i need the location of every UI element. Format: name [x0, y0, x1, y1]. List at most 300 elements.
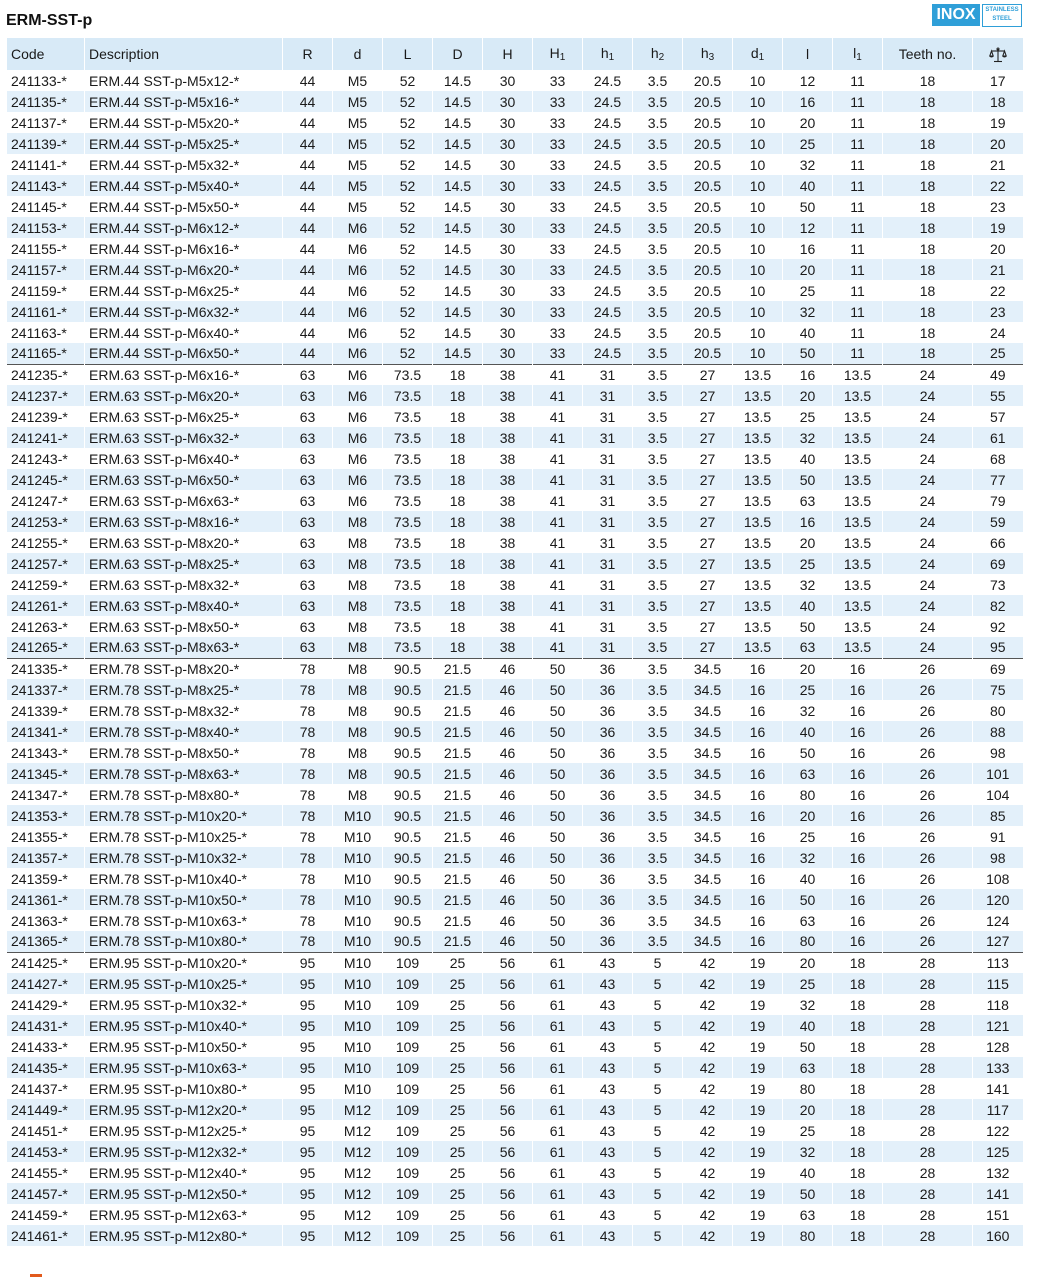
cell-d: M5: [333, 175, 383, 196]
cell-r: 78: [283, 910, 333, 931]
cell-weight: 80: [973, 700, 1023, 721]
cell-h1: 36: [583, 847, 633, 868]
cell-h: 56: [483, 1225, 533, 1246]
cell-h: 46: [483, 742, 533, 763]
cell-h2: 5: [633, 1078, 683, 1099]
cell-weight: 21: [973, 259, 1023, 280]
cell-d1: 19: [733, 1057, 783, 1078]
cell-l: 20: [783, 805, 833, 826]
cell-r: 63: [283, 511, 333, 532]
cell-h2: 3.5: [633, 721, 683, 742]
cell-code: 241261-*: [7, 595, 85, 616]
table-row: [7, 595, 1023, 616]
cell-h3: 42: [683, 1078, 733, 1099]
cell-l: 40: [783, 322, 833, 343]
cell-h1: 43: [583, 994, 633, 1015]
table-row: [7, 511, 1023, 532]
cell-d: 25: [433, 1078, 483, 1099]
cell-h3: 34.5: [683, 742, 733, 763]
cell-h3: 20.5: [683, 301, 733, 322]
cell-h1: 36: [583, 931, 633, 952]
cell-l: 73.5: [383, 448, 433, 469]
cell-r: 63: [283, 574, 333, 595]
cell-h: 56: [483, 1099, 533, 1120]
cell-h1: 41: [533, 553, 583, 574]
cell-h1: 36: [583, 910, 633, 931]
cell-h2: 3.5: [633, 154, 683, 175]
cell-l: 25: [783, 826, 833, 847]
cell-d: M5: [333, 196, 383, 217]
column-header-label: l: [853, 45, 857, 61]
cell-l: 16: [783, 364, 833, 385]
cell-weight: 125: [973, 1141, 1023, 1162]
column-header-label: h: [600, 45, 609, 61]
cell-d: 18: [433, 490, 483, 511]
footer-accent-mark: [30, 1274, 42, 1277]
cell-h1: 33: [533, 217, 583, 238]
cell-h: 30: [483, 91, 533, 112]
table-row: [7, 532, 1023, 553]
cell-r: 95: [283, 1225, 333, 1246]
cell-l1: 13.5: [833, 448, 883, 469]
cell-d: 18: [433, 448, 483, 469]
cell-h1: 33: [533, 280, 583, 301]
inox-badge-sublabel: [982, 4, 1022, 27]
cell-l: 90.5: [383, 679, 433, 700]
cell-weight: 127: [973, 931, 1023, 952]
cell-teeth: 28: [883, 994, 973, 1015]
cell-l1: 18: [833, 1120, 883, 1141]
cell-h3: 27: [683, 532, 733, 553]
cell-l1: 11: [833, 343, 883, 364]
cell-l: 90.5: [383, 910, 433, 931]
cell-h: 38: [483, 637, 533, 658]
cell-weight: 141: [973, 1183, 1023, 1204]
cell-h3: 34.5: [683, 847, 733, 868]
cell-h1: 43: [583, 1120, 633, 1141]
cell-h2: 3.5: [633, 826, 683, 847]
cell-d: M10: [333, 931, 383, 952]
cell-l1: 13.5: [833, 637, 883, 658]
cell-h1: 33: [533, 133, 583, 154]
cell-l: 40: [783, 448, 833, 469]
cell-teeth: 18: [883, 154, 973, 175]
table-row: [7, 742, 1023, 763]
weight-scale-icon: [989, 47, 1007, 63]
cell-h1: 61: [533, 1120, 583, 1141]
cell-h: 46: [483, 763, 533, 784]
cell-h3: 20.5: [683, 175, 733, 196]
cell-h1: 50: [533, 721, 583, 742]
cell-l: 73.5: [383, 637, 433, 658]
cell-desc: ERM.63 SST-p-M6x25-*: [85, 406, 283, 427]
cell-l: 73.5: [383, 364, 433, 385]
cell-l1: 16: [833, 763, 883, 784]
cell-d: M10: [333, 889, 383, 910]
cell-d1: 16: [733, 763, 783, 784]
cell-l1: 11: [833, 322, 883, 343]
cell-d: M6: [333, 406, 383, 427]
cell-d1: 10: [733, 70, 783, 91]
cell-r: 78: [283, 805, 333, 826]
cell-h3: 27: [683, 616, 733, 637]
cell-l: 109: [383, 1183, 433, 1204]
cell-h3: 42: [683, 1036, 733, 1057]
cell-d: M6: [333, 469, 383, 490]
cell-d: M8: [333, 637, 383, 658]
cell-h2: 3.5: [633, 511, 683, 532]
cell-d: 14.5: [433, 280, 483, 301]
cell-h: 46: [483, 721, 533, 742]
cell-teeth: 24: [883, 532, 973, 553]
cell-h2: 3.5: [633, 847, 683, 868]
cell-l1: 13.5: [833, 574, 883, 595]
cell-h2: 5: [633, 1183, 683, 1204]
cell-h3: 27: [683, 553, 733, 574]
cell-desc: ERM.78 SST-p-M10x32-*: [85, 847, 283, 868]
cell-r: 78: [283, 826, 333, 847]
cell-l: 20: [783, 952, 833, 973]
cell-d: M6: [333, 238, 383, 259]
cell-l: 52: [383, 112, 433, 133]
cell-h1: 50: [533, 784, 583, 805]
table-row: [7, 805, 1023, 826]
table-row: [7, 721, 1023, 742]
cell-h: 38: [483, 469, 533, 490]
cell-d: M8: [333, 658, 383, 679]
cell-desc: ERM.95 SST-p-M12x20-*: [85, 1099, 283, 1120]
cell-l: 52: [383, 238, 433, 259]
cell-teeth: 28: [883, 1162, 973, 1183]
cell-h: 46: [483, 931, 533, 952]
cell-l1: 18: [833, 1057, 883, 1078]
cell-code: 241459-*: [7, 1204, 85, 1225]
cell-h3: 27: [683, 574, 733, 595]
cell-d1: 13.5: [733, 448, 783, 469]
cell-d1: 13.5: [733, 595, 783, 616]
cell-teeth: 26: [883, 889, 973, 910]
cell-d: 25: [433, 952, 483, 973]
cell-code: 241433-*: [7, 1036, 85, 1057]
cell-desc: ERM.63 SST-p-M8x40-*: [85, 595, 283, 616]
cell-weight: 57: [973, 406, 1023, 427]
column-header-subscript: 1: [608, 52, 615, 63]
cell-d1: 19: [733, 952, 783, 973]
cell-d1: 16: [733, 658, 783, 679]
cell-h1: 24.5: [583, 196, 633, 217]
cell-h: 30: [483, 301, 533, 322]
cell-d1: 13.5: [733, 490, 783, 511]
cell-d: M6: [333, 301, 383, 322]
cell-d: 21.5: [433, 742, 483, 763]
cell-teeth: 28: [883, 1036, 973, 1057]
cell-h1: 50: [533, 847, 583, 868]
cell-code: 241257-*: [7, 553, 85, 574]
cell-d: M6: [333, 322, 383, 343]
cell-h2: 3.5: [633, 112, 683, 133]
cell-code: 241425-*: [7, 952, 85, 973]
cell-h3: 20.5: [683, 196, 733, 217]
cell-l1: 13.5: [833, 532, 883, 553]
cell-h: 30: [483, 133, 533, 154]
cell-h1: 41: [533, 574, 583, 595]
cell-l1: 13.5: [833, 427, 883, 448]
cell-l1: 16: [833, 721, 883, 742]
cell-l1: 11: [833, 154, 883, 175]
cell-h1: 43: [583, 952, 633, 973]
cell-d: 21.5: [433, 784, 483, 805]
cell-l: 20: [783, 1099, 833, 1120]
cell-h2: 3.5: [633, 196, 683, 217]
cell-d: M8: [333, 679, 383, 700]
table-row: [7, 994, 1023, 1015]
cell-h2: 3.5: [633, 490, 683, 511]
cell-weight: 120: [973, 889, 1023, 910]
cell-r: 95: [283, 994, 333, 1015]
cell-l: 20: [783, 259, 833, 280]
column-header-label: d: [750, 45, 759, 61]
cell-teeth: 18: [883, 70, 973, 91]
cell-r: 78: [283, 868, 333, 889]
cell-h3: 34.5: [683, 721, 733, 742]
cell-d: M5: [333, 154, 383, 175]
cell-d1: 19: [733, 1225, 783, 1246]
cell-r: 44: [283, 343, 333, 364]
cell-l: 90.5: [383, 847, 433, 868]
column-header-desc: [85, 38, 283, 70]
cell-teeth: 26: [883, 868, 973, 889]
cell-h1: 41: [533, 511, 583, 532]
cell-d: 14.5: [433, 91, 483, 112]
cell-l1: 13.5: [833, 406, 883, 427]
column-header-code: [7, 38, 85, 70]
cell-l1: 18: [833, 952, 883, 973]
cell-code: 241427-*: [7, 973, 85, 994]
inox-badge: [932, 4, 1022, 26]
cell-d1: 10: [733, 301, 783, 322]
cell-d: M10: [333, 1078, 383, 1099]
cell-weight: 117: [973, 1099, 1023, 1120]
cell-d: M10: [333, 1015, 383, 1036]
cell-d: M5: [333, 91, 383, 112]
column-header-h1: [583, 38, 633, 70]
cell-d1: 19: [733, 1162, 783, 1183]
cell-l: 40: [783, 721, 833, 742]
cell-code: 241137-*: [7, 112, 85, 133]
column-header-label: H: [549, 45, 560, 61]
table-row: [7, 238, 1023, 259]
cell-r: 63: [283, 637, 333, 658]
table-row: [7, 1141, 1023, 1162]
cell-l1: 11: [833, 301, 883, 322]
cell-r: 44: [283, 259, 333, 280]
cell-r: 95: [283, 1099, 333, 1120]
cell-l: 40: [783, 1015, 833, 1036]
cell-l1: 11: [833, 133, 883, 154]
cell-h: 30: [483, 70, 533, 91]
cell-l: 109: [383, 1015, 433, 1036]
cell-desc: ERM.78 SST-p-M8x25-*: [85, 679, 283, 700]
cell-l1: 13.5: [833, 364, 883, 385]
cell-teeth: 24: [883, 385, 973, 406]
cell-weight: 104: [973, 784, 1023, 805]
cell-d1: 16: [733, 868, 783, 889]
cell-l: 80: [783, 784, 833, 805]
cell-d: M10: [333, 868, 383, 889]
cell-h: 38: [483, 364, 533, 385]
cell-d: M10: [333, 847, 383, 868]
cell-d: M8: [333, 721, 383, 742]
cell-d: 18: [433, 511, 483, 532]
cell-l: 50: [783, 469, 833, 490]
cell-l: 73.5: [383, 616, 433, 637]
cell-r: 63: [283, 427, 333, 448]
cell-r: 44: [283, 217, 333, 238]
cell-h2: 3.5: [633, 91, 683, 112]
cell-desc: ERM.63 SST-p-M8x16-*: [85, 511, 283, 532]
cell-h2: 3.5: [633, 406, 683, 427]
cell-weight: 77: [973, 469, 1023, 490]
cell-h1: 43: [583, 1015, 633, 1036]
cell-teeth: 18: [883, 217, 973, 238]
cell-teeth: 24: [883, 469, 973, 490]
cell-teeth: 18: [883, 91, 973, 112]
cell-r: 44: [283, 91, 333, 112]
cell-teeth: 24: [883, 490, 973, 511]
cell-d1: 13.5: [733, 532, 783, 553]
cell-h3: 27: [683, 364, 733, 385]
cell-h1: 41: [533, 364, 583, 385]
table-row: [7, 889, 1023, 910]
cell-desc: ERM.63 SST-p-M8x32-*: [85, 574, 283, 595]
cell-code: 241235-*: [7, 364, 85, 385]
cell-h3: 20.5: [683, 280, 733, 301]
cell-h1: 43: [583, 1204, 633, 1225]
table-row: [7, 952, 1023, 973]
cell-weight: 133: [973, 1057, 1023, 1078]
cell-l1: 18: [833, 1099, 883, 1120]
table-row: [7, 1099, 1023, 1120]
cell-h1: 31: [583, 574, 633, 595]
cell-h3: 27: [683, 448, 733, 469]
cell-h3: 20.5: [683, 112, 733, 133]
cell-h1: 36: [583, 700, 633, 721]
cell-l: 16: [783, 511, 833, 532]
cell-l: 109: [383, 1036, 433, 1057]
table-row: [7, 847, 1023, 868]
table-row: [7, 973, 1023, 994]
column-header-label: Teeth no.: [898, 46, 957, 62]
cell-l: 73.5: [383, 427, 433, 448]
cell-h3: 27: [683, 469, 733, 490]
cell-l1: 16: [833, 805, 883, 826]
cell-teeth: 24: [883, 595, 973, 616]
cell-h1: 36: [583, 721, 633, 742]
cell-l: 80: [783, 1078, 833, 1099]
cell-h1: 31: [583, 511, 633, 532]
cell-d: 18: [433, 553, 483, 574]
cell-h1: 31: [583, 616, 633, 637]
cell-d: M6: [333, 280, 383, 301]
cell-d: 21.5: [433, 868, 483, 889]
cell-d: 25: [433, 1120, 483, 1141]
cell-l: 32: [783, 154, 833, 175]
cell-h2: 3.5: [633, 343, 683, 364]
cell-teeth: 28: [883, 1204, 973, 1225]
cell-h1: 36: [583, 868, 633, 889]
cell-teeth: 26: [883, 658, 973, 679]
cell-code: 241337-*: [7, 679, 85, 700]
table-row: [7, 700, 1023, 721]
cell-desc: ERM.78 SST-p-M10x40-*: [85, 868, 283, 889]
cell-teeth: 26: [883, 826, 973, 847]
cell-h1: 50: [533, 889, 583, 910]
table-header-row: [7, 38, 1023, 70]
cell-h3: 42: [683, 1141, 733, 1162]
cell-teeth: 24: [883, 637, 973, 658]
cell-h1: 33: [533, 112, 583, 133]
cell-d: M6: [333, 217, 383, 238]
cell-weight: 85: [973, 805, 1023, 826]
cell-l: 20: [783, 532, 833, 553]
cell-r: 95: [283, 1141, 333, 1162]
cell-h1: 61: [533, 994, 583, 1015]
cell-code: 241339-*: [7, 700, 85, 721]
cell-h: 30: [483, 217, 533, 238]
cell-code: 241241-*: [7, 427, 85, 448]
cell-h: 46: [483, 868, 533, 889]
column-header-label: H: [502, 46, 513, 62]
cell-code: 241243-*: [7, 448, 85, 469]
cell-l1: 13.5: [833, 490, 883, 511]
cell-d1: 16: [733, 742, 783, 763]
cell-teeth: 24: [883, 448, 973, 469]
cell-d: 18: [433, 427, 483, 448]
table-row: [7, 343, 1023, 364]
cell-h: 38: [483, 490, 533, 511]
cell-h1: 31: [583, 595, 633, 616]
cell-r: 95: [283, 1204, 333, 1225]
cell-code: 241435-*: [7, 1057, 85, 1078]
cell-weight: 151: [973, 1204, 1023, 1225]
cell-h1: 50: [533, 658, 583, 679]
cell-l: 20: [783, 385, 833, 406]
cell-d: M5: [333, 112, 383, 133]
cell-d: M6: [333, 490, 383, 511]
cell-teeth: 26: [883, 910, 973, 931]
cell-h1: 36: [583, 826, 633, 847]
cell-desc: ERM.95 SST-p-M10x25-*: [85, 973, 283, 994]
cell-l1: 18: [833, 994, 883, 1015]
cell-code: 241163-*: [7, 322, 85, 343]
column-header-subscript: 3: [708, 52, 715, 63]
cell-d1: 13.5: [733, 406, 783, 427]
cell-d: 18: [433, 364, 483, 385]
cell-teeth: 18: [883, 301, 973, 322]
cell-l1: 16: [833, 658, 883, 679]
cell-h2: 5: [633, 994, 683, 1015]
cell-r: 95: [283, 1162, 333, 1183]
cell-r: 63: [283, 364, 333, 385]
cell-desc: ERM.44 SST-p-M5x50-*: [85, 196, 283, 217]
cell-desc: ERM.44 SST-p-M6x50-*: [85, 343, 283, 364]
table-row: [7, 784, 1023, 805]
cell-h2: 5: [633, 1120, 683, 1141]
cell-l1: 13.5: [833, 511, 883, 532]
cell-h: 56: [483, 1057, 533, 1078]
cell-l1: 13.5: [833, 385, 883, 406]
cell-d: M8: [333, 574, 383, 595]
